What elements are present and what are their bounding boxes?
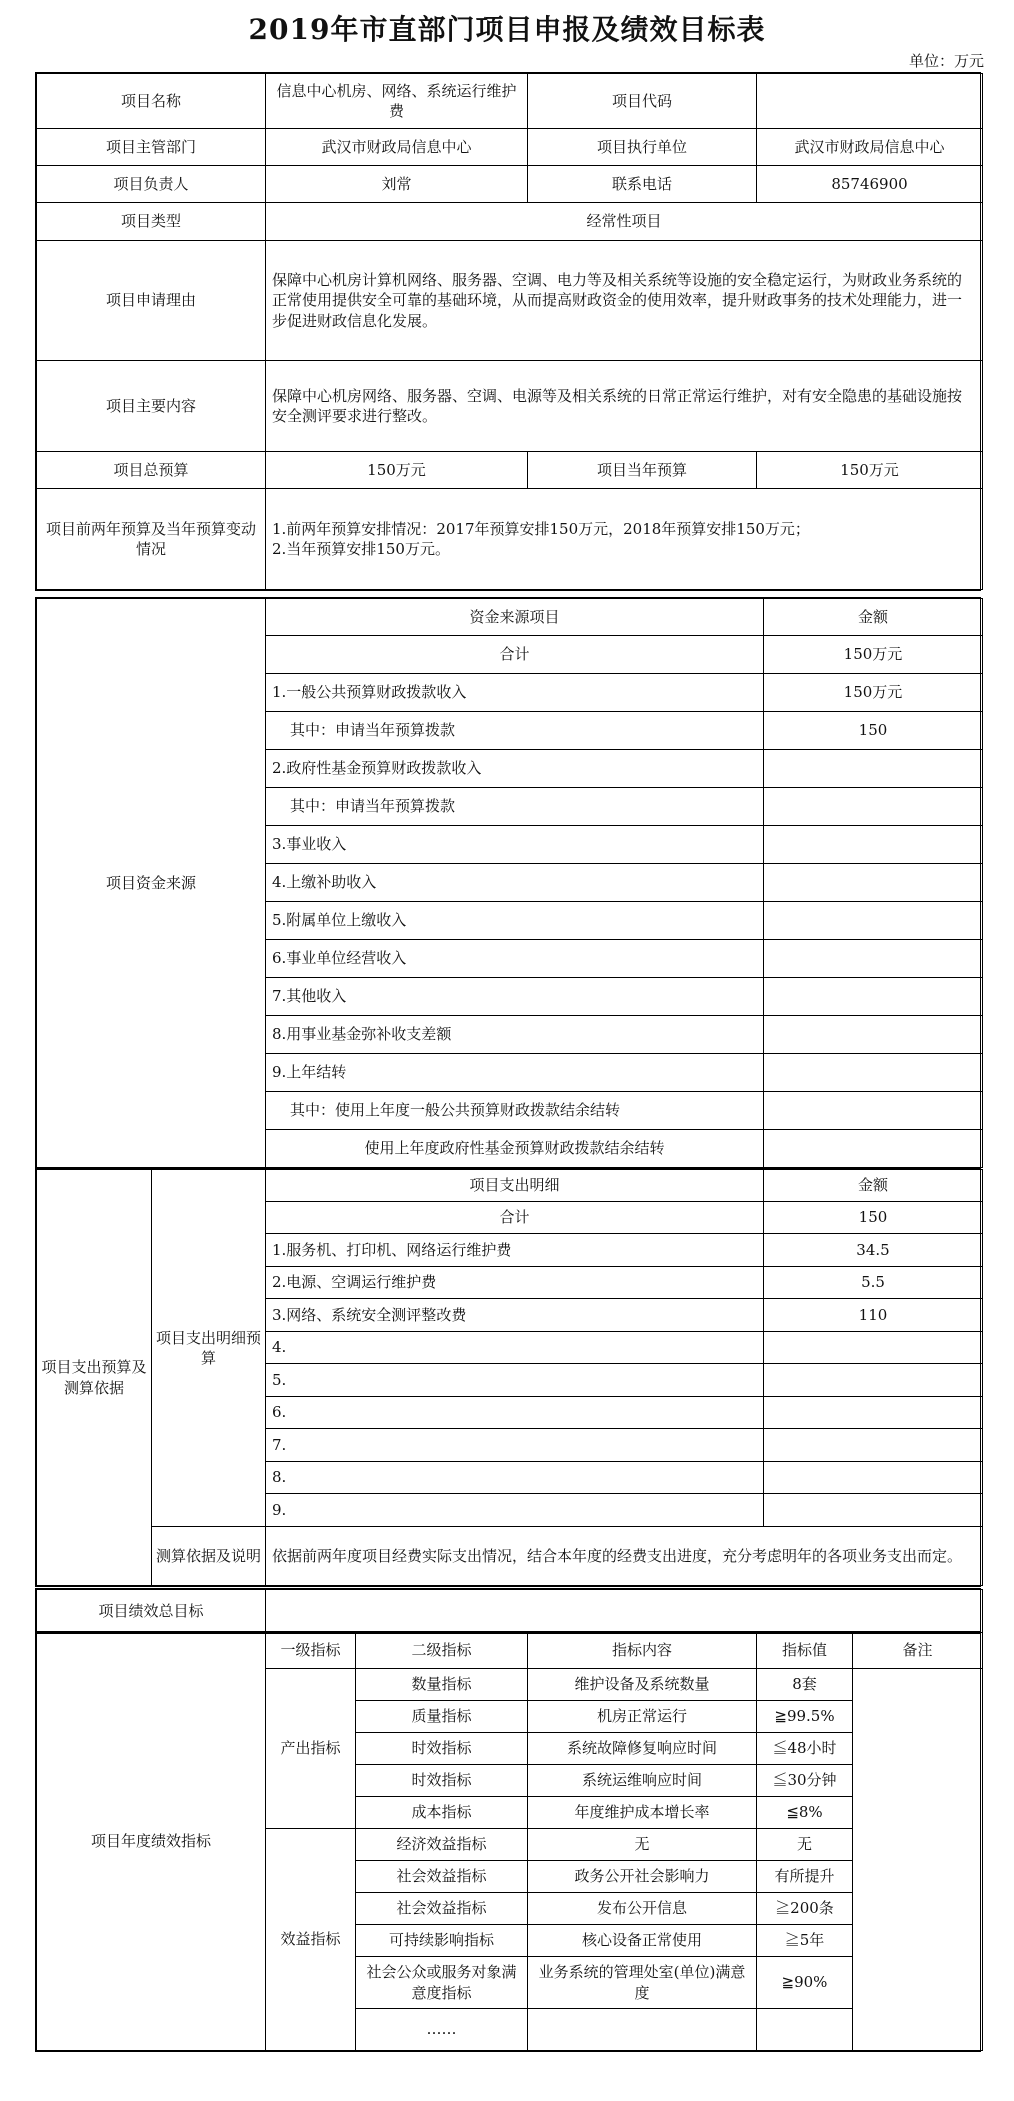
expense-row-amount [764,1494,983,1527]
indicator-value: ≦48小时 [757,1733,853,1765]
col-l2: 二级指标 [356,1633,528,1669]
indicator-l2: 质量指标 [356,1701,528,1733]
output-label: 产出指标 [266,1669,356,1829]
basis-text: 依据前两年度项目经费实际支出情况，结合本年度的经费支出进度，充分考虑明年的各项业务支出而定。 [266,1527,983,1586]
expense-row-name: 8. [266,1462,764,1494]
funds-row-name: 其中：使用上年度一般公共预算财政拨款结余结转 [266,1092,764,1130]
expense-row-amount: 34.5 [764,1234,983,1267]
basic-info-table [35,72,981,591]
indicator-value: ≧5年 [757,1925,853,1957]
total-budget: 150万元 [266,452,528,489]
expense-row-amount: 150 [764,1202,983,1234]
indicator-value: ≧99.5% [757,1701,853,1733]
funds-row-name: 8.用事业基金弥补收支差额 [266,1016,764,1054]
expense-row-amount [764,1429,983,1462]
funds-row-amount: 150 [764,712,983,750]
expense-sub-label: 项目支出明细预算 [152,1170,266,1527]
total-budget-label: 项目总预算 [37,452,266,489]
basis-label: 测算依据及说明 [152,1527,266,1586]
expense-row-name: 9. [266,1494,764,1527]
content-label: 项目主要内容 [37,361,266,452]
indicator-content: 核心设备正常使用 [528,1925,757,1957]
funds-row-name: 使用上年度政府性基金预算财政拨款结余结转 [266,1130,764,1168]
expense-row-amount [764,1332,983,1364]
indicator-value: 8套 [757,1669,853,1701]
indicator-value: ≦30分钟 [757,1765,853,1797]
col-value: 指标值 [757,1633,853,1669]
benefit-label: 效益指标 [266,1829,356,2051]
indicator-content: 系统故障修复响应时间 [528,1733,757,1765]
unit-label: 单位：万元 [908,52,984,70]
funds-row-amount [764,1054,983,1092]
indicator-content: 无 [528,1829,757,1861]
expense-row-name: 5. [266,1364,764,1397]
reason-label: 项目申请理由 [37,241,266,361]
indicator-l2: 数量指标 [356,1669,528,1701]
expense-row-name: 6. [266,1397,764,1429]
funds-row-name: 2.政府性基金预算财政拨款收入 [266,750,764,788]
funds-row-amount [764,788,983,826]
col-note: 备注 [853,1633,983,1669]
project-name: 信息中心机房、网络、系统运行维护费 [266,74,528,129]
indicator-l2: 时效指标 [356,1765,528,1797]
funds-row-name: 9.上年结转 [266,1054,764,1092]
col-content: 指标内容 [528,1633,757,1669]
expense-col-amount: 金额 [764,1170,983,1202]
change-line-1: 1.前两年预算安排情况：2017年预算安排150万元，2018年预算安排150万元； [272,519,810,538]
funds-row-amount [764,940,983,978]
indicator-l2: 社会效益指标 [356,1861,528,1893]
indicator-content: 业务系统的管理处室(单位)满意度 [528,1957,757,2009]
expense-row-amount [764,1397,983,1429]
funds-col-amount: 金额 [764,599,983,636]
goal-label: 项目绩效总目标 [37,1590,266,1633]
indicator-l2: 经济效益指标 [356,1829,528,1861]
leader: 刘常 [266,166,528,203]
indicator-content: 系统运维响应时间 [528,1765,757,1797]
page-title: 2019年市直部门项目申报及绩效目标表 [248,13,766,46]
funds-row-amount: 150万元 [764,674,983,712]
dept-label: 项目主管部门 [37,129,266,166]
indicator-content: 年度维护成本增长率 [528,1797,757,1829]
change-text [266,489,983,590]
indicator-value: ≧200条 [757,1893,853,1925]
phone-label: 联系电话 [528,166,757,203]
type-label: 项目类型 [37,203,266,241]
funds-row-name: 4.上缴补助收入 [266,864,764,902]
funds-row-amount [764,1016,983,1054]
col-l1: 一级指标 [266,1633,356,1669]
indicator-l2: 成本指标 [356,1797,528,1829]
project-type: 经常性项目 [266,203,983,241]
funds-row-name: 合计 [266,636,764,674]
expense-row-name: 3.网络、系统安全测评整改费 [266,1299,764,1332]
indicators-table [35,1631,981,2052]
indicator-content [528,2009,757,2051]
indicator-content: 政务公开社会影响力 [528,1861,757,1893]
funds-source-table [35,597,981,1169]
funds-row-amount [764,978,983,1016]
exec-unit-label: 项目执行单位 [528,129,757,166]
leader-label: 项目负责人 [37,166,266,203]
indicator-value [757,2009,853,2051]
expense-row-name: 合计 [266,1202,764,1234]
funds-row-name: 其中：申请当年预算拨款 [266,788,764,826]
funds-row-amount [764,1092,983,1130]
indicators-label: 项目年度绩效指标 [37,1633,266,2051]
expense-label: 项目支出预算及测算依据 [37,1170,152,1586]
year-budget: 150万元 [757,452,983,489]
expense-row-name: 7. [266,1429,764,1462]
change-line-2: 2.当年预算安排150万元。 [272,540,450,558]
funds-row-amount [764,826,983,864]
project-name-label: 项目名称 [37,74,266,129]
project-code-label: 项目代码 [528,74,757,129]
indicator-value: ≦8% [757,1797,853,1829]
funds-row-name: 5.附属单位上缴收入 [266,902,764,940]
indicator-l2: 社会公众或服务对象满意度指标 [356,1957,528,2009]
indicator-note [853,1669,983,2051]
goal-table [35,1588,981,1634]
change-label: 项目前两年预算及当年预算变动情况 [37,489,266,590]
funds-row-name: 6.事业单位经营收入 [266,940,764,978]
indicator-value: 有所提升 [757,1861,853,1893]
expense-row-amount: 110 [764,1299,983,1332]
indicator-content: 机房正常运行 [528,1701,757,1733]
content-text: 保障中心机房网络、服务器、空调、电源等及相关系统的日常正常运行维护，对有安全隐患的基础设施按安全测评要求进行整改。 [266,361,983,452]
funds-row-amount: 150万元 [764,636,983,674]
indicator-content: 维护设备及系统数量 [528,1669,757,1701]
dept: 武汉市财政局信息中心 [266,129,528,166]
indicator-value: 无 [757,1829,853,1861]
expense-row-name: 1.服务机、打印机、网络运行维护费 [266,1234,764,1267]
indicator-value: ≧90% [757,1957,853,2009]
indicator-l2: 可持续影响指标 [356,1925,528,1957]
funds-row-amount [764,864,983,902]
indicator-content: 发布公开信息 [528,1893,757,1925]
project-code [757,74,983,129]
funds-row-name: 3.事业收入 [266,826,764,864]
expense-col-detail: 项目支出明细 [266,1170,764,1202]
phone: 85746900 [757,166,983,203]
indicator-l2: …… [356,2009,528,2051]
year-budget-label: 项目当年预算 [528,452,757,489]
goal-value [266,1590,983,1633]
expense-row-amount: 5.5 [764,1267,983,1299]
funds-row-name: 7.其他收入 [266,978,764,1016]
expense-row-name: 4. [266,1332,764,1364]
expense-table [35,1168,981,1587]
funds-row-amount [764,902,983,940]
reason-text: 保障中心机房计算机网络、服务器、空调、电力等及相关系统等设施的安全稳定运行，为财政业务系统的正常使用提供安全可靠的基础环境，从而提高财政资金的使用效率，提升财政事务的技术处理能力，进一步促进财政信息化发展。 [266,241,983,361]
funds-row-name: 其中：申请当年预算拨款 [266,712,764,750]
indicator-l2: 社会效益指标 [356,1893,528,1925]
expense-row-amount [764,1462,983,1494]
funds-col-source: 资金来源项目 [266,599,764,636]
funds-label: 项目资金来源 [37,599,266,1168]
expense-row-amount [764,1364,983,1397]
funds-row-name: 1.一般公共预算财政拨款收入 [266,674,764,712]
funds-row-amount [764,1130,983,1168]
exec-unit: 武汉市财政局信息中心 [757,129,983,166]
funds-row-amount [764,750,983,788]
expense-row-name: 2.电源、空调运行维护费 [266,1267,764,1299]
indicator-l2: 时效指标 [356,1733,528,1765]
